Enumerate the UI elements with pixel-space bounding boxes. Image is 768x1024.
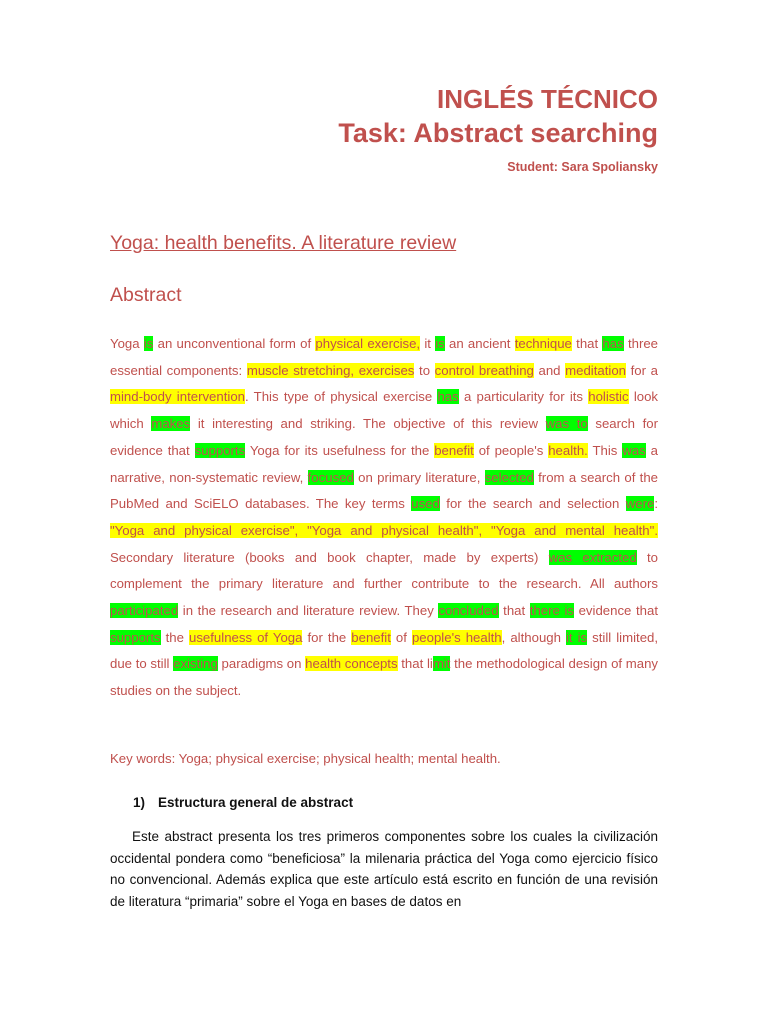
highlight-green-phrase: has [602,336,624,351]
abstract-text-segment: : [654,496,658,512]
abstract-text-segment: an ancient [444,336,515,351]
highlight-green-phrase: has [437,389,459,405]
highlight-green-phrase: focused [307,469,354,485]
highlight-green-phrase: was [622,442,646,458]
highlight-yellow-phrase: "Yoga and physical exercise", "Yoga and physical health", "Yoga and mental health". [110,522,658,538]
abstract-text-segment: This [587,442,623,458]
section-number: 1) [133,795,146,810]
section-heading [133,795,353,810]
highlight-yellow-phrase: muscle stretching, exercises [246,362,415,378]
highlight-green-phrase: makes [151,416,191,432]
abstract-text-segment: of [390,629,412,645]
highlight-green-phrase: is [143,336,154,351]
abstract-text-segment: for a [626,362,658,378]
abstract-text-segment: an unconventional form of [153,336,316,351]
highlight-yellow-phrase: benefit [351,629,391,645]
abstract-text-segment: paradigms on [217,656,306,672]
highlight-yellow-phrase: mind-body intervention [110,389,245,405]
abstract-text-segment: search for evidence that [110,416,658,458]
abstract-text-segment: . This type of physical exercise [245,389,438,405]
highlight-green-phrase: was to [545,416,588,432]
abstract-heading: Abstract [110,284,182,306]
abstract-text-segment: it interesting and striking. The objective of this review [190,416,546,432]
highlight-green-phrase: used [411,496,440,512]
highlight-yellow-phrase: technique [514,336,572,351]
highlight-yellow-phrase: usefulness of Yoga [189,629,303,645]
abstract-text-segment: to complement the primary literature and further contribute to the research. All authors [110,549,658,592]
abstract-text-segment: it [420,336,436,351]
abstract-text-segment: the methodological design of many studies on the subject. [110,656,658,699]
highlight-green-phrase: existing [173,656,218,672]
abstract-text-segment: Yoga [110,336,144,351]
abstract-text-segment: of people's [473,442,549,458]
highlight-yellow-phrase: holistic [588,389,629,405]
paper-title: Yoga: health benefits. A literature review [110,232,457,254]
abstract-text-segment: still limited, due to still [110,629,659,672]
highlight-yellow-phrase: control breathing [434,362,534,378]
abstract-text-segment: a narrative, non-systematic review, [110,442,659,485]
abstract-text-segment: to [414,362,435,378]
abstract-text-segment: look which [110,389,659,432]
student-name: Student: Sara Spoliansky [507,160,658,174]
highlight-green-phrase: participated [110,603,179,619]
highlight-yellow-phrase: people's health [411,629,502,645]
highlight-green-phrase: is [435,336,445,351]
keywords-line: Key words: Yoga; physical exercise; physical health; mental health. [110,751,501,766]
abstract-text-segment: Secondary literature (books and book chapter, made by experts) [110,549,549,565]
highlight-green-phrase: were [625,496,655,512]
abstract-text-segment: that [571,336,603,351]
abstract-text-segment: on primary literature, [353,469,485,485]
abstract-text-segment: for the search and selection [439,496,626,512]
abstract-text-segment: a particularity for its [458,389,589,405]
highlight-green-phrase: there is [529,603,574,619]
highlight-green-phrase: it is [565,629,588,645]
highlight-yellow-phrase: physical exercise, [315,336,421,351]
abstract-text-segment: Yoga for its usefulness for the [245,442,435,458]
abstract-text-segment: and [533,362,566,378]
highlight-yellow-phrase: health. [548,442,588,458]
abstract-text-segment: from a search of the PubMed and SciELO databases. The key terms [110,469,659,512]
abstract-text-segment: , although [501,629,566,645]
highlight-green-phrase: mit [432,656,451,672]
section-paragraph: Este abstract presenta los tres primeros componentes sobre los cuales la civilización occidental pondera como “beneficiosa” la milenaria práctica del Yoga como ejercicio físico no convencional. Además explica que este artículo está escrito en función de una revisión de literatura “primaria” sobre el Yoga en bases de datos en [110,829,658,909]
highlight-green-phrase: selected [484,469,534,485]
abstract-text-segment: that li [397,656,433,672]
abstract-text-segment: the [160,629,189,645]
abstract-text-segment: that [498,603,530,619]
highlight-yellow-phrase: health concepts [305,656,398,672]
highlight-yellow-phrase: meditation [565,362,626,378]
abstract-text-segment: three essential components: [110,336,659,378]
abstract-text-segment: in the research and literature review. They [178,603,439,619]
abstract-text-segment: evidence that [573,603,658,619]
highlight-green-phrase: supports [194,442,246,458]
course-title: INGLÉS TÉCNICO [436,84,658,114]
section-title: Estructura general de abstract [158,795,354,810]
highlight-green-phrase: was extracted [548,549,637,565]
highlight-yellow-phrase: benefit [434,442,474,458]
highlight-green-phrase: supports [110,629,161,645]
abstract-text-segment: for the [302,629,352,645]
abstract-paragraph [110,331,658,705]
highlight-green-phrase: concluded [438,603,499,619]
task-title: Task: Abstract searching [338,118,658,148]
